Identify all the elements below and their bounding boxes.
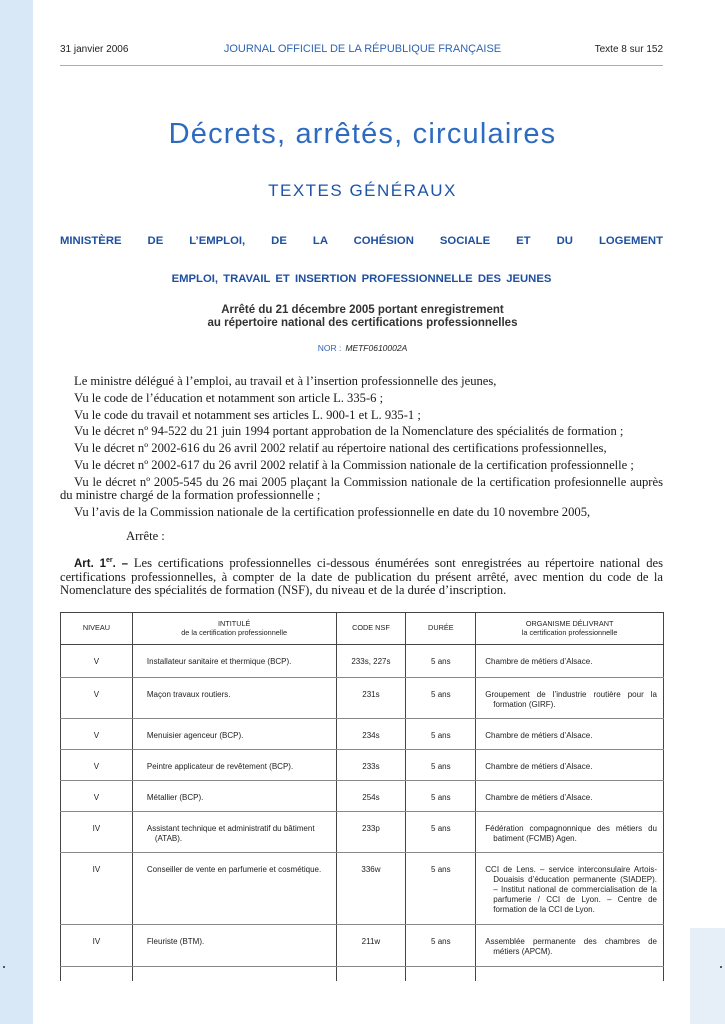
cell-intitule-text: Fleuriste (BTM). bbox=[146, 937, 205, 946]
preamble-minister: Le ministre délégué à l’emploi, au travail et à l’insertion professionnelle des jeunes, bbox=[74, 374, 497, 388]
cell-organisme bbox=[476, 678, 664, 719]
cell-code: 233p bbox=[336, 812, 406, 853]
visa-education-code: Vu le code de l’éducation et notamment son article L. 335-6 ; bbox=[74, 390, 384, 405]
cell-organisme bbox=[476, 925, 664, 967]
cell-niveau: IV bbox=[61, 812, 133, 853]
cell-intitule bbox=[132, 645, 336, 678]
cell-organisme bbox=[476, 967, 664, 981]
visa-labour-code: Vu le code du travail et notamment ses articles L. 900-1 et L. 935-1 ; bbox=[74, 407, 421, 422]
visa-decree-2002-617: Vu le décret nº 2002-617 du 26 avril 2002 relatif à la Commission nationale de la certification professionnelle ; bbox=[74, 457, 634, 472]
margin-mark-left bbox=[3, 966, 5, 968]
cell-code: 231s bbox=[336, 678, 406, 719]
cell-code: 211w bbox=[336, 925, 406, 967]
visa-decree-2002-616: Vu le décret nº 2002-616 du 26 avril 2002 relatif au répertoire national des certifications professionnelles, bbox=[74, 441, 607, 456]
cell-duree: 5 ans bbox=[406, 678, 476, 719]
cell-code: 233s bbox=[336, 750, 406, 781]
table-row bbox=[61, 853, 664, 925]
section-subtitle: TEXTES GÉNÉRAUX bbox=[268, 181, 457, 200]
decree-body bbox=[60, 375, 663, 601]
cell-duree: 5 ans bbox=[406, 645, 476, 678]
header-organisme-sub: la certification professionnelle bbox=[521, 627, 618, 637]
cell-intitule bbox=[132, 750, 336, 781]
cell-intitule-text: Assistant technique et administratif du bâtiment (ATAB). bbox=[146, 824, 315, 843]
cell-duree: 5 ans bbox=[406, 812, 476, 853]
table-row bbox=[61, 925, 664, 967]
header-organisme bbox=[476, 613, 664, 645]
cell-organisme bbox=[476, 719, 664, 750]
cell-niveau: V bbox=[61, 719, 133, 750]
table-row bbox=[61, 967, 664, 981]
arrete-title bbox=[0, 304, 725, 330]
cell-intitule-text: Maçon travaux routiers. bbox=[146, 690, 231, 699]
table-row bbox=[61, 719, 664, 750]
arrete-word: Arrête : bbox=[126, 529, 165, 544]
table-row bbox=[61, 812, 664, 853]
header-intitule bbox=[132, 613, 336, 645]
header-divider bbox=[60, 65, 663, 66]
article-1-text: Les certifications professionnelles ci-dessous énumérées sont enregistrées au répertoire national des certifications professionnelles, à compter de la date de publication du présent arrêté, avec mention du code de la Nomenclature des spécialités de formation (NSF), du niveau et de la durée d’inscription. bbox=[60, 555, 663, 598]
cell-niveau: IV bbox=[61, 853, 133, 925]
header-niveau: NIVEAU bbox=[61, 613, 133, 645]
cell-duree: 5 ans bbox=[406, 750, 476, 781]
cell-intitule bbox=[132, 925, 336, 967]
cell-intitule-text: Peintre applicateur de revêtement (BCP). bbox=[146, 762, 294, 771]
cell-organisme bbox=[476, 781, 664, 812]
table-row bbox=[61, 645, 664, 678]
table-row bbox=[61, 781, 664, 812]
cell-organisme bbox=[476, 750, 664, 781]
cell-organisme-text: CCI de Lens. – service interconsulaire Artois-Douaisis d’éducation permanente (SIADEP). – Institut national de commercialisation de la parfumerie / CCI de Lyon. – Centre de formation de la CCI de Lyon. bbox=[485, 865, 657, 914]
cell-organisme-text: Chambre de métiers d’Alsace. bbox=[485, 793, 593, 802]
header-organisme-main: ORGANISME DÉLIVRANT bbox=[525, 619, 614, 628]
table-header-row bbox=[61, 613, 664, 645]
cell-niveau: V bbox=[61, 678, 133, 719]
ministry-heading: MINISTÈRE DE L’EMPLOI, DE LA COHÉSION SOCIALE ET DU LOGEMENT bbox=[60, 235, 663, 247]
nor-code: METF0610002A bbox=[345, 343, 408, 353]
cell-code: 254s bbox=[336, 781, 406, 812]
article-1-label: Art. 1er. – bbox=[74, 556, 129, 570]
cell-niveau: IV bbox=[61, 925, 133, 967]
cell-organisme-text: Fédération compagnonnique des métiers du batiment (FCMB) Agen. bbox=[485, 824, 657, 843]
cell-niveau: V bbox=[61, 781, 133, 812]
article-1 bbox=[60, 554, 663, 598]
right-margin-band bbox=[690, 928, 725, 1024]
cell-intitule-text: Métallier (BCP). bbox=[146, 793, 204, 802]
cell-organisme-text: Chambre de métiers d’Alsace. bbox=[485, 731, 593, 740]
header-journal-title: JOURNAL OFFICIEL DE LA RÉPUBLIQUE FRANÇAISE bbox=[223, 43, 502, 55]
visa-decree-94-522: Vu le décret nº 94-522 du 21 juin 1994 portant approbation de la Nomenclature des spécialités de formation ; bbox=[74, 424, 624, 439]
department-heading: EMPLOI, TRAVAIL ET INSERTION PROFESSIONNELLE DES JEUNES bbox=[171, 273, 552, 285]
cell-duree: 5 ans bbox=[406, 719, 476, 750]
cell-organisme bbox=[476, 812, 664, 853]
cell-intitule bbox=[132, 719, 336, 750]
cell-code bbox=[336, 967, 406, 981]
cell-niveau: V bbox=[61, 645, 133, 678]
cell-intitule-text: Menuisier agenceur (BCP). bbox=[146, 731, 244, 740]
cell-organisme bbox=[476, 853, 664, 925]
cell-intitule bbox=[132, 853, 336, 925]
cell-intitule-text: Conseiller de vente en parfumerie et cosmétique. bbox=[146, 865, 322, 874]
cell-organisme-text: Assemblée permanente des chambres de métiers (APCM). bbox=[485, 937, 657, 956]
nor-label: NOR : bbox=[317, 343, 342, 353]
table-row bbox=[61, 678, 664, 719]
cell-organisme-text: Groupement de l’industrie routière pour la formation (GIRF). bbox=[485, 690, 657, 709]
cell-duree: 5 ans bbox=[406, 925, 476, 967]
cell-organisme bbox=[476, 645, 664, 678]
cell-organisme-text: Chambre de métiers d’Alsace. bbox=[485, 762, 593, 771]
certifications-table bbox=[60, 612, 664, 981]
header-code-nsf: CODE NSF bbox=[336, 613, 406, 645]
header-duree: DURÉE bbox=[406, 613, 476, 645]
cell-niveau bbox=[61, 967, 133, 981]
cell-intitule bbox=[132, 781, 336, 812]
cell-code: 233s, 227s bbox=[336, 645, 406, 678]
cell-intitule bbox=[132, 812, 336, 853]
cell-duree: 5 ans bbox=[406, 781, 476, 812]
header-intitule-sub: de la certification professionnelle bbox=[181, 627, 288, 637]
header-intitule-main: INTITULÉ bbox=[217, 619, 251, 628]
cell-code: 336w bbox=[336, 853, 406, 925]
table-row bbox=[61, 750, 664, 781]
visa-decree-2005-545: Vu le décret nº 2005-545 du 26 mai 2005 plaçant la Commission nationale de la certification profesionnelle auprès du ministre chargé de la formation professionnelle ; bbox=[60, 474, 663, 503]
header-page-number: Texte 8 sur 152 bbox=[594, 44, 663, 55]
cell-intitule bbox=[132, 678, 336, 719]
section-title: Décrets, arrêtés, circulaires bbox=[168, 118, 557, 150]
visa-commission-opinion: Vu l’avis de la Commission nationale de la certification professionnelle en date du 10 novembre 2005, bbox=[74, 504, 591, 519]
cell-duree: 5 ans bbox=[406, 853, 476, 925]
margin-mark-right bbox=[720, 966, 722, 968]
arrete-title-line2: au répertoire national des certifications professionnelles bbox=[207, 317, 518, 329]
cell-intitule bbox=[132, 967, 336, 981]
left-margin-band bbox=[0, 0, 33, 1024]
cell-niveau: V bbox=[61, 750, 133, 781]
header-date: 31 janvier 2006 bbox=[60, 44, 129, 55]
cell-code: 234s bbox=[336, 719, 406, 750]
cell-intitule-text: Installateur sanitaire et thermique (BCP). bbox=[146, 657, 292, 666]
nor-reference bbox=[0, 343, 725, 353]
cell-organisme-text: Chambre de métiers d’Alsace. bbox=[485, 657, 593, 666]
arrete-title-line1: Arrêté du 21 décembre 2005 portant enregistrement bbox=[221, 304, 504, 316]
cell-duree bbox=[406, 967, 476, 981]
